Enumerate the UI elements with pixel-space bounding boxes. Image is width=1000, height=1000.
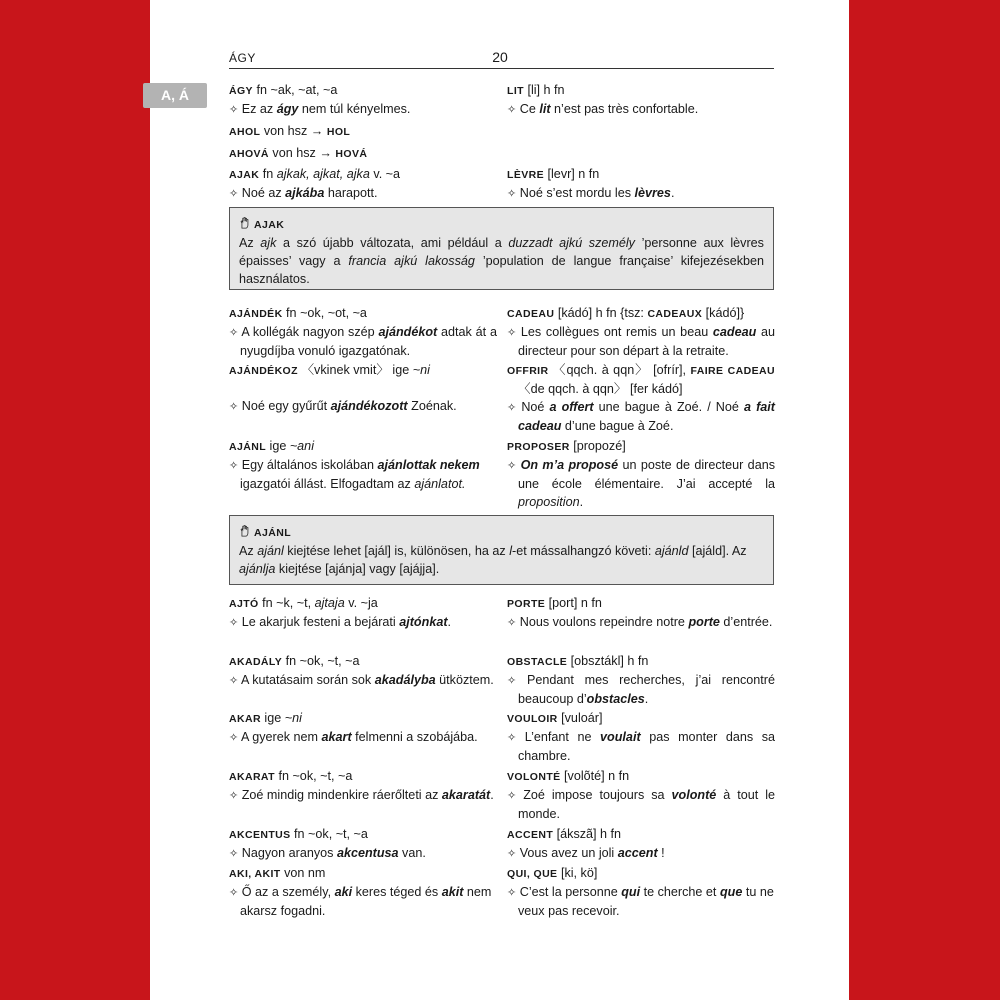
entry-ajandekoz-example: [229, 397, 497, 416]
entry-ajandek-hu: AJÁNDÉK fn ~ok, ~ot, ~a ✧ A kollégák nagyon szép ajándékot adtak át a nyugdíjba vonuló igazgatónak.: [229, 306, 497, 358]
entry-levre-fr: LÈVRE [levr] n fn ✧ Noé s’est mordu les lèvres.: [507, 165, 775, 203]
headword: AJÁNDÉK: [229, 308, 283, 320]
headword: LIT: [507, 85, 524, 97]
example: ✧ A kollégák nagyon szép ajándékot adtak át a nyugdíjba vonuló igazgatónak.: [229, 325, 497, 358]
bullet-icon: ✧: [507, 617, 517, 629]
entry-akarat-hu: AKARAT fn ~ok, ~t, ~a ✧ Zoé mindig mindenkire ráerőlteti az akaratát.: [229, 767, 497, 805]
raised-hand-icon: [239, 525, 250, 537]
headword: OFFRIR: [507, 365, 549, 377]
example: ✧ Nagyon aranyos akcentusa van.: [229, 846, 426, 860]
running-head: ÁGY: [229, 51, 256, 65]
headword: AJTÓ: [229, 598, 259, 610]
example: ✧ A gyerek nem akart felmenni a szobájába.: [229, 730, 478, 744]
bullet-icon: ✧: [229, 460, 239, 472]
entry-offrir-fr: OFFRIR 〈qqch. à qqn〉 [ofrír], FAIRE CADEAU 〈de qqch. à qqn〉 [fer kádó] ✧ Noé a offert une bague à Zoé. / Noé a fait cadeau d’une bague à Zoé.: [507, 363, 775, 433]
headword: AJÁNL: [229, 441, 267, 453]
headword: FAIRE CADEAU: [690, 365, 775, 377]
bullet-icon: ✧: [229, 188, 239, 200]
entry-ajanl-hu: AJÁNL ige ~ani ✧ Egy általános iskolában ajánlottak nekem igazgatói állást. Elfogadtam az ajánlatot.: [229, 437, 497, 493]
example: ✧ Le akarjuk festeni a bejárati ajtónkat.: [229, 615, 452, 629]
headword: AKADÁLY: [229, 656, 283, 668]
example: ✧ On m’a proposé un poste de directeur dans une école élémentaire. J’ai accepté la proposition.: [507, 458, 775, 509]
bullet-icon: ✧: [229, 732, 239, 744]
note-text: Az ajk a szó újabb változata, ami például a duzzadt ajkú személy ’personne aux lèvres épaisses’ vagy a francia ajkú lakosság ’population de langue française’ kifejezésekben használatos.: [239, 236, 765, 286]
bullet-icon: ✧: [229, 848, 239, 860]
note-text: Az ajánl kiejtése lehet [ajál] is, különösen, ha az l-et mássalhangzó követi: ajánld [ajáld]. Az ajánlja kiejtése [ajánja] vagy [ajájja].: [239, 544, 747, 576]
example: ✧ Noé a offert une bague à Zoé. / Noé a fait cadeau d’une bague à Zoé.: [507, 400, 775, 433]
headword: OBSTACLE: [507, 656, 568, 668]
bullet-icon: ✧: [229, 327, 239, 339]
note-title: AJÁNL: [254, 527, 292, 539]
headword: AKAR: [229, 713, 261, 725]
entry-vouloir-fr: VOULOIR [vuloár] ✧ L’enfant ne voulait pas monter dans sa chambre.: [507, 711, 775, 763]
thumb-index-tab[interactable]: A, Á: [143, 83, 207, 108]
bullet-icon: ✧: [229, 675, 239, 687]
header-rule: [229, 68, 774, 69]
entry-ahol: AHOL von hsz → HOL: [229, 124, 351, 138]
headword: AHOVÁ: [229, 148, 269, 160]
entry-lit-fr: LIT [li] h fn ✧ Ce lit n’est pas très confortable.: [507, 81, 775, 119]
example: ✧ Egy általános iskolában ajánlottak nekem igazgatói állást. Elfogadtam az ajánlatot.: [229, 458, 480, 491]
entry-aki-hu: AKI, AKIT von nm ✧ Ő az a személy, aki keres téged és akit nem akarsz fogadni.: [229, 864, 497, 920]
entry-volonte-fr: VOLONTÉ [volõté] n fn ✧ Zoé impose toujours sa volonté à tout le monde.: [507, 769, 776, 821]
headword: QUI, QUE: [507, 868, 558, 880]
bullet-icon: ✧: [507, 402, 517, 414]
bullet-icon: ✧: [507, 675, 517, 687]
bullet-icon: ✧: [229, 104, 239, 116]
bullet-icon: ✧: [507, 732, 517, 744]
example: ✧ Pendant mes recherches, j’ai rencontré beaucoup d’obstacles.: [507, 673, 775, 706]
headword: VOULOIR: [507, 713, 558, 725]
example: ✧ Noé s’est mordu les lèvres.: [507, 186, 675, 200]
entry-proposer-fr: PROPOSER [propozé] ✧ On m’a proposé un poste de directeur dans une école élémentaire. J’ai accepté la proposition.: [507, 439, 775, 509]
usage-note-ajanl: [229, 515, 774, 585]
example: ✧ C’est la personne qui te cherche et que tu ne veux pas recevoir.: [507, 885, 774, 918]
bullet-icon: ✧: [507, 848, 517, 860]
example: ✧ Zoé mindig mindenkire ráerőlteti az akaratát.: [229, 788, 494, 802]
example: ✧ Noé az ajkába harapott.: [229, 186, 378, 200]
headword: PORTE: [507, 598, 546, 610]
entry-agy-hu: [229, 81, 497, 119]
example: ✧ Vous avez un joli accent !: [507, 846, 665, 860]
headword: LÈVRE: [507, 169, 545, 181]
example: ✧ Zoé impose toujours sa volonté à tout le monde.: [507, 788, 776, 821]
cross-reference[interactable]: HOL: [326, 126, 351, 138]
note-title: AJAK: [254, 219, 285, 231]
headword: AKI, AKIT: [229, 868, 281, 880]
entry-ajto-hu: AJTÓ fn ~k, ~t, ajtaja v. ~ja ✧ Le akarjuk festeni a bejárati ajtónkat.: [229, 594, 497, 632]
headword: VOLONTÉ: [507, 771, 561, 783]
raised-hand-icon: [239, 217, 250, 229]
bullet-icon: ✧: [507, 327, 517, 339]
bullet-icon: ✧: [507, 104, 517, 116]
entry-ajandekoz-hu: AJÁNDÉKOZ 〈vkinek vmit〉 ige ~ni: [229, 363, 430, 377]
example: ✧ L’enfant ne voulait pas monter dans sa chambre.: [507, 730, 775, 763]
example: ✧ Ő az a személy, aki keres téged és akit nem akarsz fogadni.: [229, 885, 492, 918]
usage-note-ajak: [229, 207, 774, 290]
entry-obstacle-fr: OBSTACLE [obsztákl] h fn ✧ Pendant mes recherches, j’ai rencontré beaucoup d’obstacles.: [507, 654, 775, 706]
page-number: 20: [492, 49, 508, 65]
bullet-icon: ✧: [229, 617, 239, 629]
headword: AJAK: [229, 169, 260, 181]
example: ✧ Ez az ágy nem túl kényelmes.: [229, 102, 411, 116]
example: ✧ Ce lit n’est pas très confortable.: [507, 102, 699, 116]
headword: CADEAU: [507, 308, 555, 320]
cross-reference[interactable]: HOVÁ: [335, 148, 368, 160]
headword: AKCENTUS: [229, 829, 291, 841]
headword: PROPOSER: [507, 441, 570, 453]
entry-accent-fr: ACCENT [ákszã] h fn ✧ Vous avez un joli accent !: [507, 825, 775, 863]
entry-ajak-hu: AJAK fn ajkak, ajkat, ajka v. ~a ✧ Noé az ajkába harapott.: [229, 165, 497, 203]
headword: AKARAT: [229, 771, 275, 783]
grammar: fn ~ak, ~at, ~a: [252, 83, 338, 97]
example: ✧ Les collègues ont remis un beau cadeau au directeur pour son départ à la retraite.: [507, 325, 776, 358]
entry-cadeau-fr: CADEAU [kádó] h fn {tsz: CADEAUX [kádó]} ✧ Les collègues ont remis un beau cadeau au directeur pour son départ à la retraite.: [507, 306, 776, 358]
entry-porte-fr: PORTE [port] n fn ✧ Nous voulons repeindre notre porte d’entrée.: [507, 594, 775, 632]
bullet-icon: ✧: [507, 460, 517, 472]
example: ✧ Noé egy gyűrűt ajándékozott Zoénak.: [229, 399, 457, 413]
entry-ahova: AHOVÁ von hsz → HOVÁ: [229, 146, 368, 160]
bullet-icon: ✧: [229, 790, 239, 802]
example: ✧ A kutatásaim során sok akadályba ütköztem.: [229, 673, 494, 687]
bullet-icon: ✧: [229, 401, 239, 413]
example: ✧ Nous voulons repeindre notre porte d’entrée.: [507, 615, 773, 629]
bullet-icon: ✧: [507, 887, 517, 899]
headword: AHOL: [229, 126, 261, 138]
entry-akadaly-hu: AKADÁLY fn ~ok, ~t, ~a ✧ A kutatásaim során sok akadályba ütköztem.: [229, 652, 497, 690]
headword: ACCENT: [507, 829, 554, 841]
entry-akcentus-hu: AKCENTUS fn ~ok, ~t, ~a ✧ Nagyon aranyos akcentusa van.: [229, 825, 497, 863]
headword: ÁGY: [229, 85, 253, 97]
bullet-icon: ✧: [507, 790, 517, 802]
bullet-icon: ✧: [507, 188, 517, 200]
entry-qui-fr: QUI, QUE [ki, kö] ✧ C’est la personne qui te cherche et que tu ne veux pas recevoir.: [507, 866, 774, 918]
entry-akar-hu: AKAR ige ~ni ✧ A gyerek nem akart felmenni a szobájába.: [229, 709, 497, 747]
bullet-icon: ✧: [229, 887, 239, 899]
headword: AJÁNDÉKOZ: [229, 365, 298, 377]
